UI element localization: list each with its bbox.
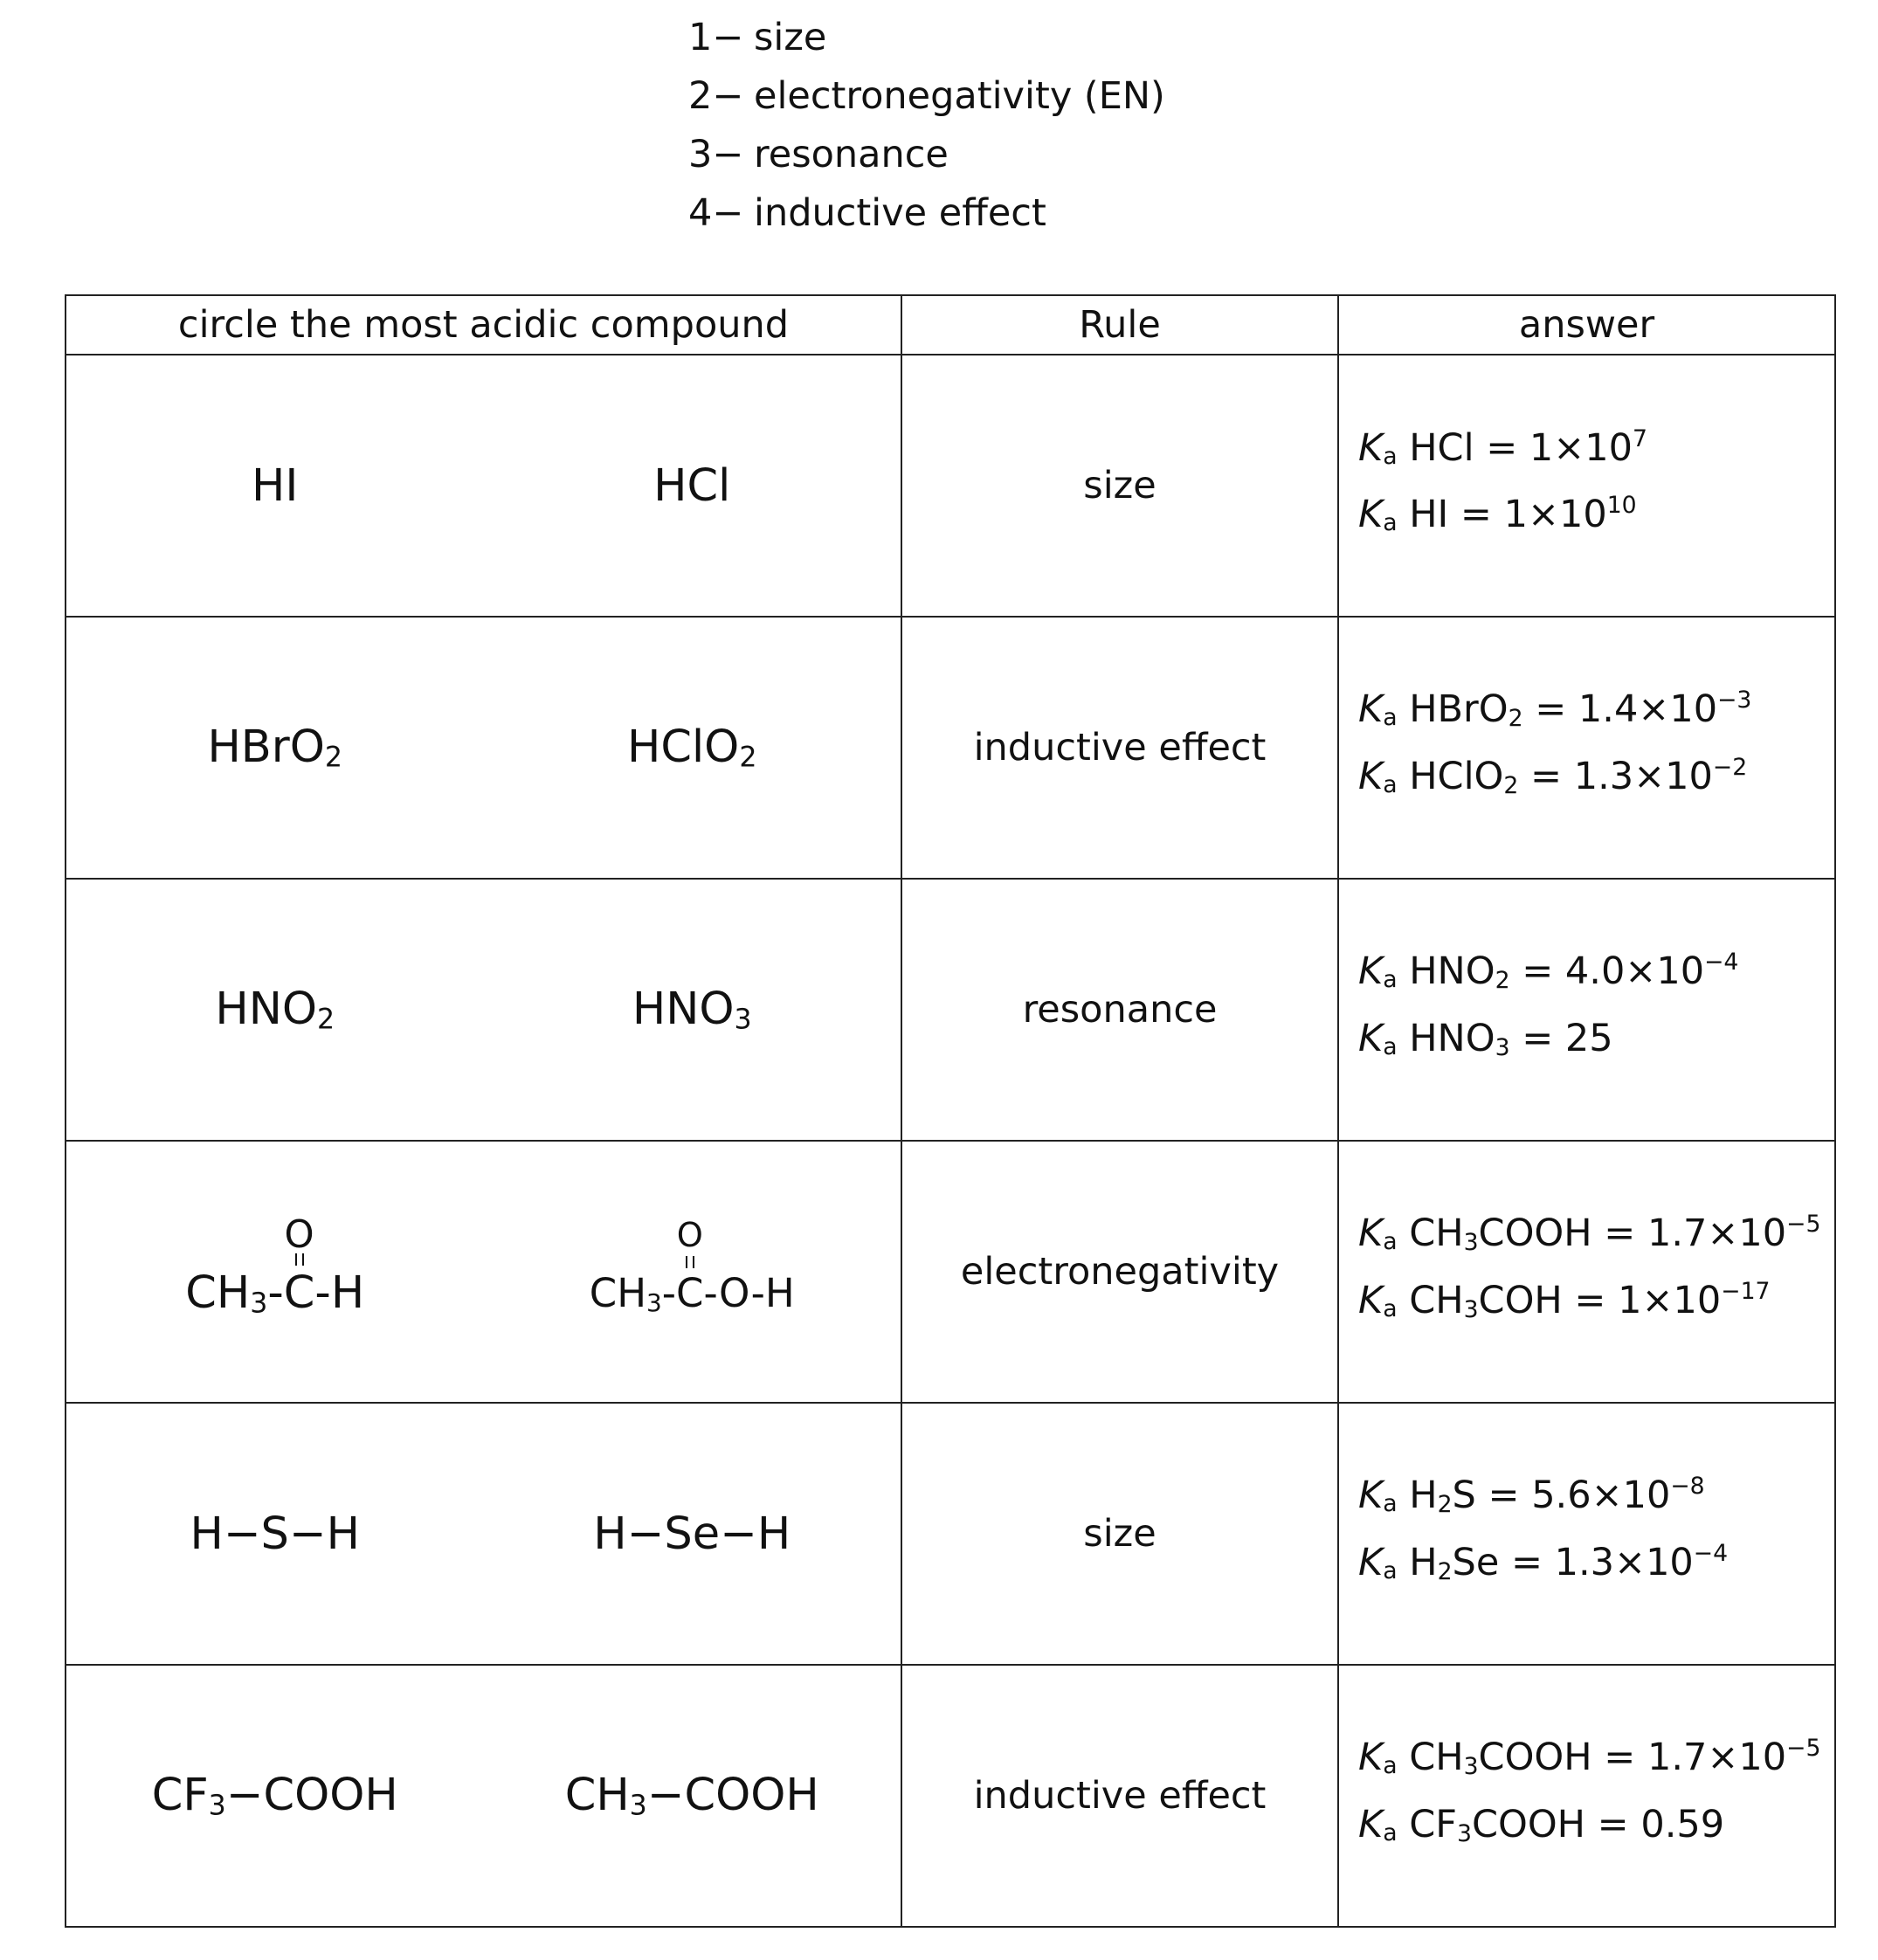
compound-left[interactable]: H−S−H [190, 1508, 361, 1560]
answer-cell [1338, 1141, 1835, 1403]
rule-number: 1− [688, 16, 744, 59]
compound-cell [66, 617, 901, 879]
ka-line: Ka $CF_3COOH = 0.59$ [1358, 1803, 1725, 1847]
table-row [66, 1403, 1835, 1665]
compound-left[interactable]: HBrO$_2$ [207, 721, 343, 774]
rule-item-electronegativity [688, 67, 1165, 126]
compound-right[interactable]: $CH_3-COOH$ [564, 1770, 819, 1822]
rule-item-size [688, 9, 1165, 67]
rule-label: electronegativity (EN) [754, 74, 1165, 118]
rule-cell: inductive effect [901, 1665, 1338, 1927]
ka-line: Ka $CH_3COH = 1\times 10^{-17}$ [1358, 1278, 1771, 1323]
header-row [66, 295, 1835, 355]
compound-right[interactable]: HCl [653, 459, 731, 512]
compound-right[interactable] [484, 1215, 901, 1317]
ka-line: Ka $HNO_2 = 4.0\times 10^{-4}$ [1358, 949, 1739, 994]
header-compound: circle the most acidic compound [66, 295, 901, 355]
answer-cell [1338, 617, 1835, 879]
rule-cell: size [901, 355, 1338, 617]
compound-right[interactable]: H−Se−H [593, 1508, 791, 1560]
carbonyl-group: O C [676, 1215, 704, 1316]
compound-cell [66, 355, 901, 617]
rule-label: size [754, 16, 827, 59]
table-row [66, 1665, 1835, 1927]
compound-cell [66, 1403, 901, 1665]
rule-number: 3− [688, 133, 744, 176]
rule-cell: resonance [901, 879, 1338, 1141]
double-bond [295, 1253, 304, 1266]
ka-line: Ka HClO$_2$ = $1.3\times 10^{-2}$ [1358, 754, 1748, 799]
compound-cell [66, 879, 901, 1141]
table-row [66, 1141, 1835, 1403]
carbonyl-group: O C [283, 1213, 315, 1320]
ka-line: Ka $H_2S = 5.6\times 10^{-8}$ [1358, 1473, 1705, 1518]
compound-left[interactable]: $CF_3-COOH$ [151, 1770, 398, 1822]
rules-list [688, 9, 1165, 243]
ka-line: Ka HBrO$_2$ = $1.4\times 10^{-3}$ [1358, 687, 1752, 732]
rule-number: 4− [688, 191, 744, 235]
ka-line: Ka $CH_3COOH = 1.7\times 10^{-5}$ [1358, 1735, 1821, 1780]
compound-left[interactable]: $HNO_2$ [215, 983, 335, 1036]
rule-label: inductive effect [754, 191, 1046, 235]
rule-label: resonance [754, 133, 949, 176]
ka-line: Ka HI = $1\times 10^{10}$ [1358, 492, 1637, 536]
ka-line: Ka $H_2Se = 1.3\times 10^{-4}$ [1358, 1540, 1729, 1585]
table-row [66, 879, 1835, 1141]
answer-cell [1338, 1403, 1835, 1665]
compound-cell [66, 1665, 901, 1927]
header-answer: answer [1338, 295, 1835, 355]
header-rule: Rule [901, 295, 1338, 355]
acidity-table [65, 294, 1836, 1928]
rule-cell: size [901, 1403, 1338, 1665]
compound-right[interactable]: $HNO_3$ [632, 983, 752, 1036]
rule-cell: inductive effect [901, 617, 1338, 879]
rule-item-inductive-effect [688, 184, 1165, 243]
acetic-acid-structure: $CH_3-$ O C-O-H [589, 1215, 795, 1317]
answer-cell [1338, 1665, 1835, 1927]
ka-line: Ka HCl = $1\times 10^7$ [1358, 425, 1647, 471]
rule-number: 2− [688, 74, 744, 118]
table-row [66, 355, 1835, 617]
ka-line: Ka $CH_3COOH = 1.7\times 10^{-5}$ [1358, 1211, 1821, 1256]
ka-line: Ka $HNO_3 = 25$ [1358, 1017, 1613, 1061]
rule-item-resonance [688, 126, 1165, 184]
rule-cell: electronegativity [901, 1141, 1338, 1403]
compound-right[interactable]: HClO$_2$ [627, 721, 757, 774]
compound-cell [66, 1141, 901, 1403]
answer-cell [1338, 355, 1835, 617]
compound-left[interactable]: HI [252, 459, 299, 512]
acetaldehyde-structure: $CH_3-$ O C-H [185, 1213, 365, 1320]
double-bond [686, 1256, 694, 1268]
answer-cell [1338, 879, 1835, 1141]
table-row [66, 617, 1835, 879]
compound-left[interactable] [66, 1213, 484, 1320]
